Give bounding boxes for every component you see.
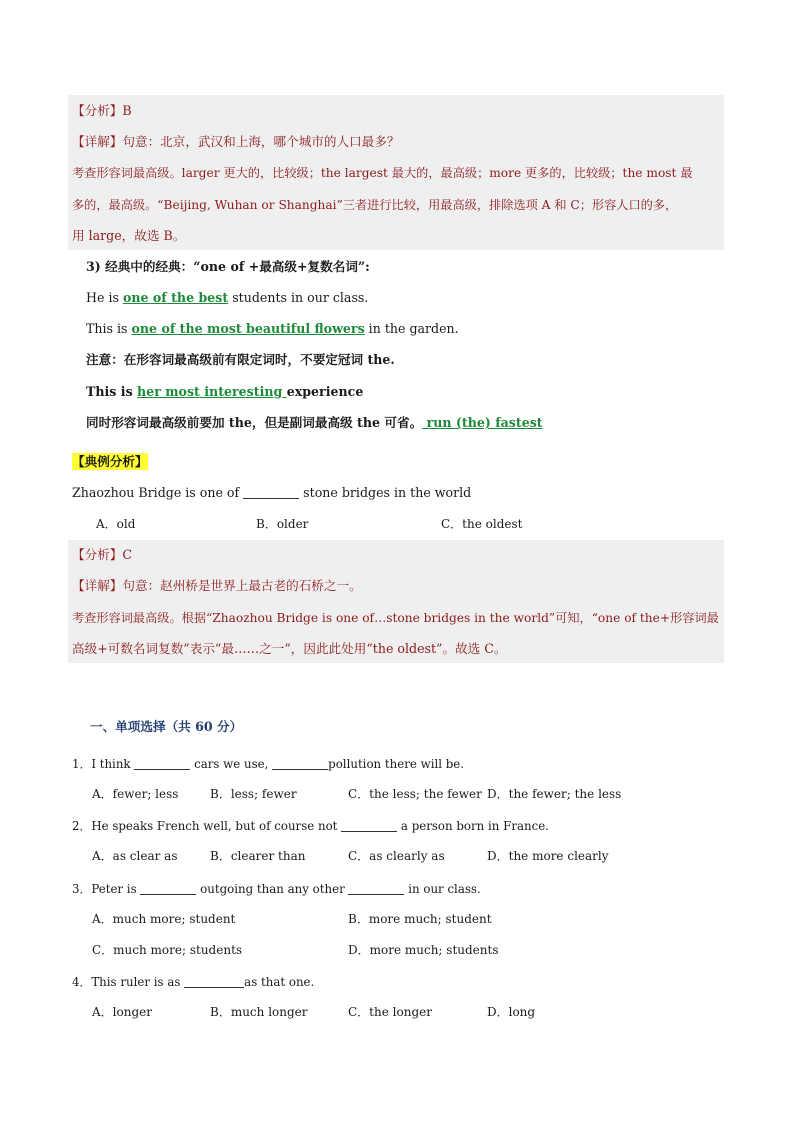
answer-blank xyxy=(243,486,299,499)
rule-example-1 xyxy=(86,290,368,306)
q2-option-a: A．as clear as xyxy=(92,849,178,863)
detail-line-1 xyxy=(72,134,399,150)
rule-note-2 xyxy=(86,415,543,431)
example-question xyxy=(72,485,471,501)
question-2 xyxy=(72,818,549,834)
question-text: Peter is xyxy=(91,882,141,896)
question-number: 4． xyxy=(72,975,92,989)
example-tag: 【典例分析】 xyxy=(72,454,148,469)
q3-option-c: C．much more; students xyxy=(92,943,243,957)
question-text: in our class. xyxy=(404,882,481,896)
analysis-tag: 【分析】 xyxy=(72,103,123,118)
question-text: Zhaozhou Bridge is one of xyxy=(72,485,244,500)
example-option-a: A．old xyxy=(96,517,136,531)
question-text: outgoing than any other xyxy=(196,882,349,896)
question-text: pollution there will be. xyxy=(328,757,465,771)
question-number: 2． xyxy=(72,819,92,833)
detail-text: 句意：赵州桥是世界上最古老的石桥之一。 xyxy=(122,578,362,593)
q3-option-b: B．more much; student xyxy=(348,912,492,926)
detail-line-4b: 高级+可数名词复数”表示“最……之一”，因此此处用“the oldest”。故选 C。 xyxy=(72,641,507,656)
q1-option-b: B．less; fewer xyxy=(210,787,297,801)
rule-heading: 3) 经典中的经典：“one of +最高级+复数名词”: xyxy=(86,259,370,274)
question-text: This ruler is as xyxy=(91,975,185,989)
answer-blank xyxy=(184,975,244,988)
q3-option-a: A．much more; student xyxy=(92,912,236,926)
example-option-b: B．older xyxy=(256,517,309,531)
detail-line-5: 用 large，故选 B。 xyxy=(72,228,186,243)
question-number: 3． xyxy=(72,882,92,896)
question-text: a person born in France. xyxy=(397,819,549,833)
analysis-line-1 xyxy=(72,103,132,119)
q1-option-d: D．the fewer; the less xyxy=(487,787,622,801)
question-4 xyxy=(72,974,314,990)
example-option-c: C．the oldest xyxy=(441,517,523,531)
rule-note: 注意：在形容词最高级前有限定词时，不要定冠词 the. xyxy=(86,352,395,367)
analysis-line-2 xyxy=(72,547,132,563)
example-tag-line xyxy=(72,454,148,470)
q2-option-c: C．as clearly as xyxy=(348,849,445,863)
highlight-phrase: her most interesting xyxy=(137,384,287,399)
example-text: This is xyxy=(86,321,132,336)
q1-option-a: A．fewer; less xyxy=(92,787,179,801)
example-text: students in our class. xyxy=(228,290,369,305)
analysis-answer: C xyxy=(122,547,133,562)
detail-tag: 【详解】 xyxy=(72,578,123,593)
q4-option-b: B．much longer xyxy=(210,1005,308,1019)
question-text: cars we use, xyxy=(190,757,273,771)
q1-option-c: C．the less; the fewer xyxy=(348,787,482,801)
example-text: He is xyxy=(86,290,123,305)
question-text: as that one. xyxy=(244,975,315,989)
highlight-phrase: run (the) fastest xyxy=(422,415,543,430)
example-text: This is xyxy=(86,384,138,399)
rule-example-2 xyxy=(86,321,459,337)
answer-blank xyxy=(348,882,404,895)
detail-text: 句意：北京，武汉和上海，哪个城市的人口最多？ xyxy=(122,134,400,149)
q4-option-c: C．the longer xyxy=(348,1005,432,1019)
detail-line-2 xyxy=(72,578,362,594)
answer-blank xyxy=(140,882,196,895)
detail-line-3: 考查形容词最高级。larger 更大的，比较级；the largest 最大的，最高级；more 更多的，比较级；the most 最 xyxy=(72,166,693,180)
highlight-phrase: one of the most beautiful flowers xyxy=(131,321,365,336)
q3-option-d: D．more much; students xyxy=(348,943,499,957)
detail-line-4: 多的，最高级。“Beijing, Wuhan or Shanghai”三者进行比较，用最高级，排除选项 A 和 C；形容人口的多， xyxy=(72,198,678,212)
question-1 xyxy=(72,756,464,772)
q2-option-b: B．clearer than xyxy=(210,849,306,863)
answer-blank xyxy=(272,757,328,770)
analysis-tag: 【分析】 xyxy=(72,547,123,562)
q4-option-d: D．long xyxy=(487,1005,536,1019)
question-text: stone bridges in the world xyxy=(299,485,472,500)
q4-option-a: A．longer xyxy=(92,1005,152,1019)
q2-option-d: D．the more clearly xyxy=(487,849,609,863)
question-number: 1． xyxy=(72,757,92,771)
answer-blank xyxy=(134,757,190,770)
question-3 xyxy=(72,881,481,897)
section-title: 一、单项选择（共 60 分） xyxy=(90,719,243,734)
analysis-answer: B xyxy=(122,103,132,118)
note-text: 同时形容词最高级前要加 the，但是副词最高级 the 可省。 xyxy=(86,415,423,430)
highlight-phrase: one of the best xyxy=(122,290,229,305)
question-text: He speaks French well, but of course not xyxy=(91,819,342,833)
example-text: in the garden. xyxy=(364,321,459,336)
example-text: experience xyxy=(286,384,364,399)
question-text: I think xyxy=(91,757,135,771)
rule-example-3 xyxy=(86,384,363,400)
answer-blank xyxy=(341,819,397,832)
detail-line-3b: 考查形容词最高级。根据“Zhaozhou Bridge is one of…stone bridges in the world”可知，“one of the+形容词最 xyxy=(72,611,719,625)
detail-tag: 【详解】 xyxy=(72,134,123,149)
